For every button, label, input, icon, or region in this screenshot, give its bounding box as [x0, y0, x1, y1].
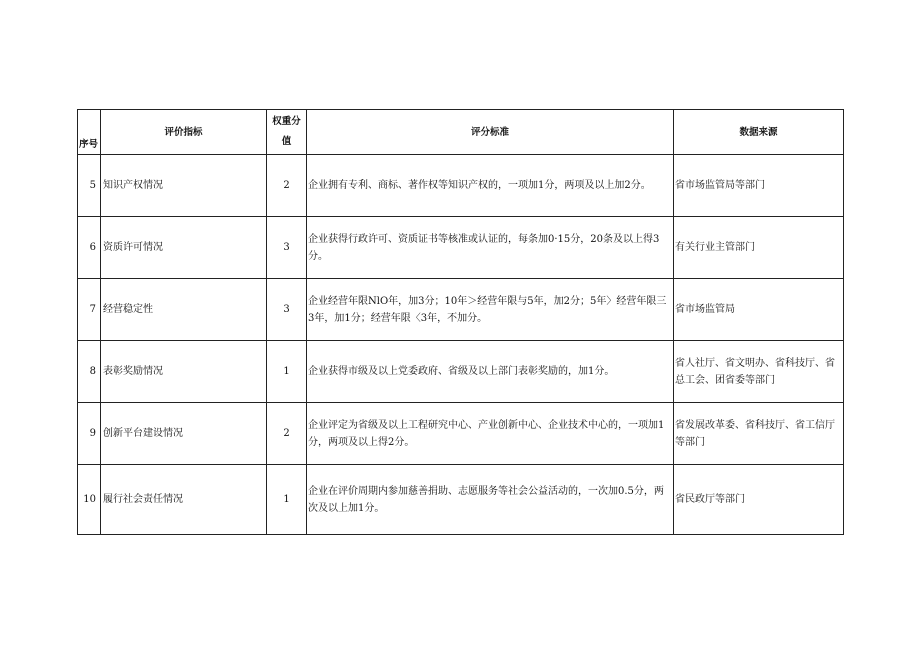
- row-criteria: 企业获得行政许可、资质证书等核准或认证的，每条加0·15分，20条及以上得3分。: [307, 217, 674, 279]
- table-row: [78, 279, 844, 341]
- row-indicator: 创新平台建设情况: [101, 403, 267, 465]
- header-weight: [267, 110, 307, 155]
- row-indicator: 表彰奖励情况: [101, 341, 267, 403]
- row-source: 省民政厅等部门: [674, 465, 844, 535]
- header-seq: 序号: [78, 110, 101, 155]
- row-indicator: 资质许可情况: [101, 217, 267, 279]
- header-weight-line2: 值: [281, 136, 292, 147]
- table-header: [78, 110, 844, 155]
- row-weight: 3: [267, 279, 307, 341]
- table-body: [78, 155, 844, 535]
- row-weight: 2: [267, 403, 307, 465]
- row-seq: 9: [78, 403, 101, 465]
- row-seq: 5: [78, 155, 101, 217]
- row-indicator: 履行社会责任情况: [101, 465, 267, 535]
- table-row: [78, 465, 844, 535]
- row-source: 省市场监管局等部门: [674, 155, 844, 217]
- row-criteria: 企业评定为省级及以上工程研究中心、产业创新中心、企业技术中心的，一项加1分，两项及以上得2分。: [307, 403, 674, 465]
- row-criteria: 企业拥有专利、商标、著作权等知识产权的，一项加1分，两项及以上加2分。: [307, 155, 674, 217]
- table-row: [78, 341, 844, 403]
- row-weight: 1: [267, 465, 307, 535]
- header-indicator: 评价指标: [101, 110, 267, 155]
- row-criteria: 企业获得市级及以上党委政府、省级及以上部门表彰奖励的，加1分。: [307, 341, 674, 403]
- table-row: [78, 155, 844, 217]
- header-weight-line1: 权重分: [272, 116, 301, 127]
- row-criteria: 企业在评价周期内参加慈善捐助、志愿服务等社会公益活动的，一次加0.5分，两次及以上加1分。: [307, 465, 674, 535]
- header-criteria: 评分标准: [307, 110, 674, 155]
- row-source: 省市场监管局: [674, 279, 844, 341]
- row-indicator: 知识产权情况: [101, 155, 267, 217]
- row-seq: 10: [78, 465, 101, 535]
- row-seq: 8: [78, 341, 101, 403]
- row-source: 有关行业主管部门: [674, 217, 844, 279]
- row-indicator: 经营稳定性: [101, 279, 267, 341]
- row-source: 省人社厅、省文明办、省科技厅、省总工会、团省委等部门: [674, 341, 844, 403]
- row-weight: 3: [267, 217, 307, 279]
- row-source: 省发展改革委、省科技厅、省工信厅等部门: [674, 403, 844, 465]
- header-row: [78, 110, 844, 155]
- row-criteria: 企业经营年限NlO年，加3分；10年＞经营年限与5年，加2分；5年〉经营年限三3年，加1分；经营年限〈3年，不加分。: [307, 279, 674, 341]
- row-seq: 7: [78, 279, 101, 341]
- evaluation-table: [77, 109, 844, 535]
- table-row: [78, 403, 844, 465]
- row-weight: 1: [267, 341, 307, 403]
- header-source: 数据来源: [674, 110, 844, 155]
- row-weight: 2: [267, 155, 307, 217]
- row-seq: 6: [78, 217, 101, 279]
- table-row: [78, 217, 844, 279]
